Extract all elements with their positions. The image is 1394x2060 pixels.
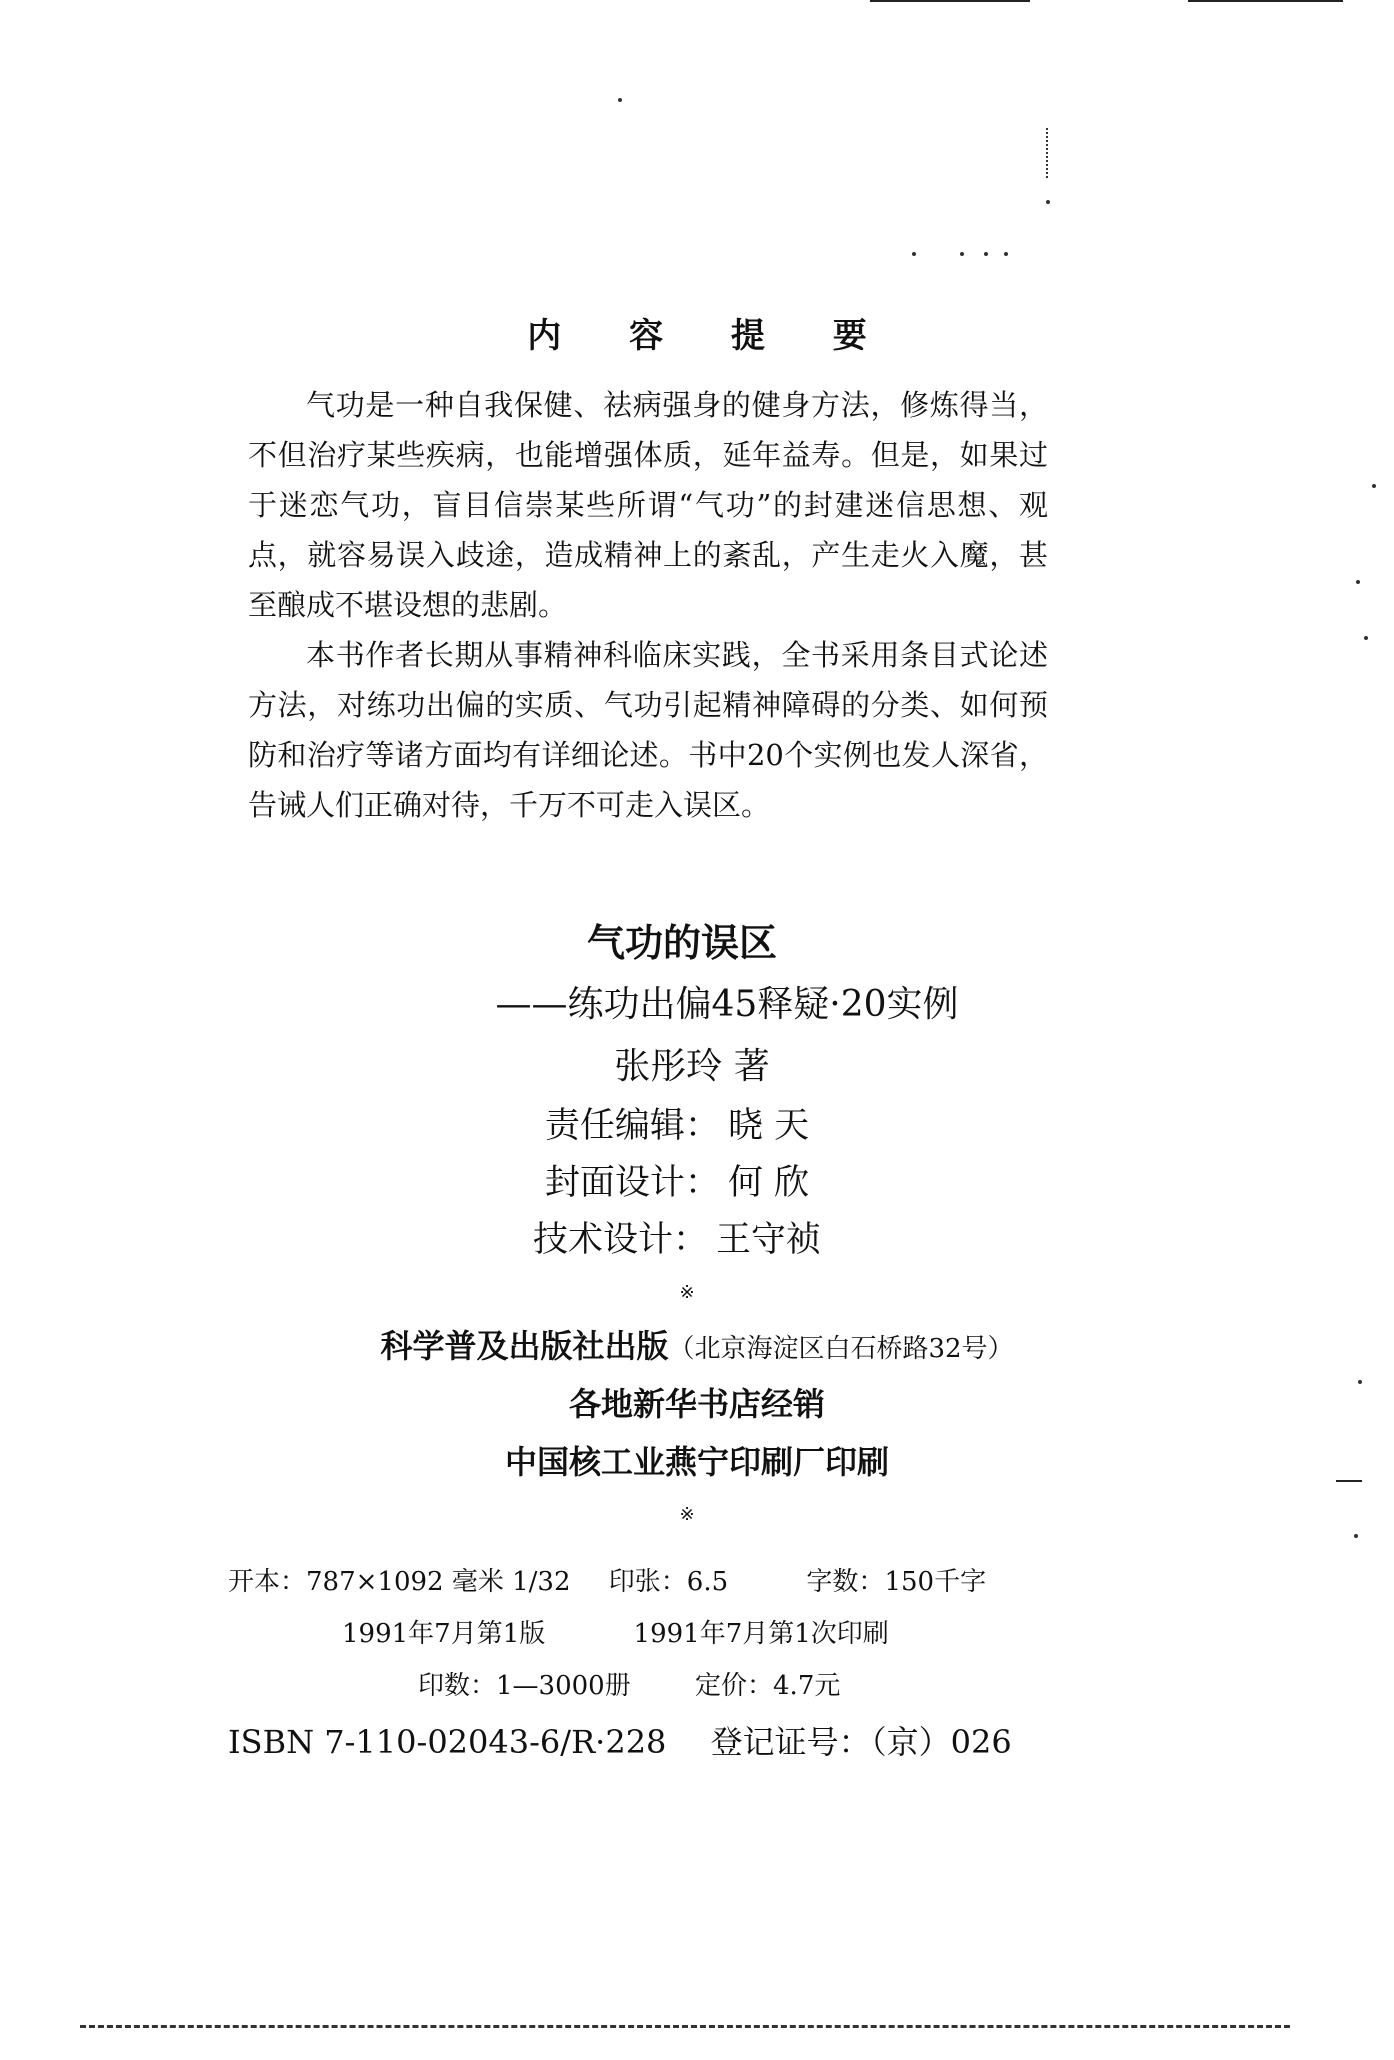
publication-specs [228,1556,1128,1772]
credit-name: 晓 天 [727,1106,810,1146]
sheets-value: 6.5 [686,1567,729,1597]
scan-speck [1046,200,1050,204]
words-value: 150千字 [884,1567,987,1597]
scan-speck [1372,484,1376,488]
sheets-label: 印张： [608,1567,687,1597]
book-author: 张彤玲 著 [614,1046,770,1087]
credit-role: 封面设计： [544,1163,720,1203]
print-run-value: 1—3000册 [496,1671,631,1701]
book-title: 气功的误区 [586,920,777,965]
summary-paragraph: 气功是一种自我保健、祛病强身的健身方法，修炼得当，不但治疗某些疾病，也能增强体质，延年益寿。但是，如果过于迷恋气功，盲目信崇某些所谓“气功”的封建迷信思想、观点，就容易误入歧途，造成精神上的紊乱，产生走火入魔，甚至酿成不堪设想的悲剧。 [248,388,1048,622]
format-label: 开本： [228,1567,307,1597]
ornament-divider: ※ [679,1282,695,1303]
scan-speck [1046,128,1050,178]
publisher-address: （北京海淀区白石桥路32号） [668,1334,1014,1364]
printer-line: 中国核工业燕宁印刷厂印刷 [504,1443,889,1481]
scan-mark-top-2 [1188,0,1343,2]
colophon [0,912,1394,1539]
print-run-label: 印数： [418,1671,497,1701]
distributor-line: 各地新华书店经销 [568,1385,825,1423]
spec-row-format [228,1556,1128,1608]
scan-speck [618,98,622,102]
credit-editor [0,1098,1394,1155]
spec-row-isbn [228,1712,1128,1772]
credit-name: 何 欣 [727,1163,810,1203]
printing-text: 1991年7月第1次印刷 [633,1619,889,1649]
publisher-name: 科学普及出版社出版 [380,1327,669,1365]
registration-value: （京）026 [870,1723,1012,1761]
scan-speck [912,252,916,256]
credit-cover-design [0,1155,1394,1212]
scan-bottom-rule [80,2025,1290,2028]
summary-heading: 内 容 提 要 [527,316,895,356]
format-value: 787×1092 毫米 1/32 [306,1567,571,1597]
spec-row-print-run [228,1660,1128,1712]
edition-text: 1991年7月第1版 [342,1619,546,1649]
summary-paragraph: 本书作者长期从事精神科临床实践，全书采用条目式论述方法，对练功出偏的实质、气功引起精神障碍的分类、如何预防和治疗等诸方面均有详细论述。书中20个实例也发人深省，告诫人们正确对待，千万不可走入误区。 [248,638,1048,822]
publisher-line [0,1317,1394,1375]
scan-speck [984,252,988,256]
words-label: 字数： [806,1567,885,1597]
book-subtitle: ——练功出偏45释疑·20实例 [495,984,959,1025]
credit-role: 技术设计： [532,1220,708,1260]
scan-speck [1364,636,1368,640]
spec-row-edition [228,1608,1128,1660]
scan-speck [1004,252,1008,256]
scan-speck [1356,580,1360,584]
registration-label: 登记证号： [710,1723,871,1761]
summary-body [248,380,1048,830]
isbn-text: ISBN 7-110-02043-6/R·228 [228,1723,667,1761]
ornament-divider: ※ [679,1504,695,1525]
credit-role: 责任编辑： [544,1106,720,1146]
price-value: 4.7元 [773,1671,841,1701]
scan-mark-top-1 [870,0,1030,2]
credit-name: 王守祯 [716,1220,822,1260]
scan-speck [960,252,964,256]
price-label: 定价： [695,1671,774,1701]
credit-technical-design [0,1212,1394,1269]
